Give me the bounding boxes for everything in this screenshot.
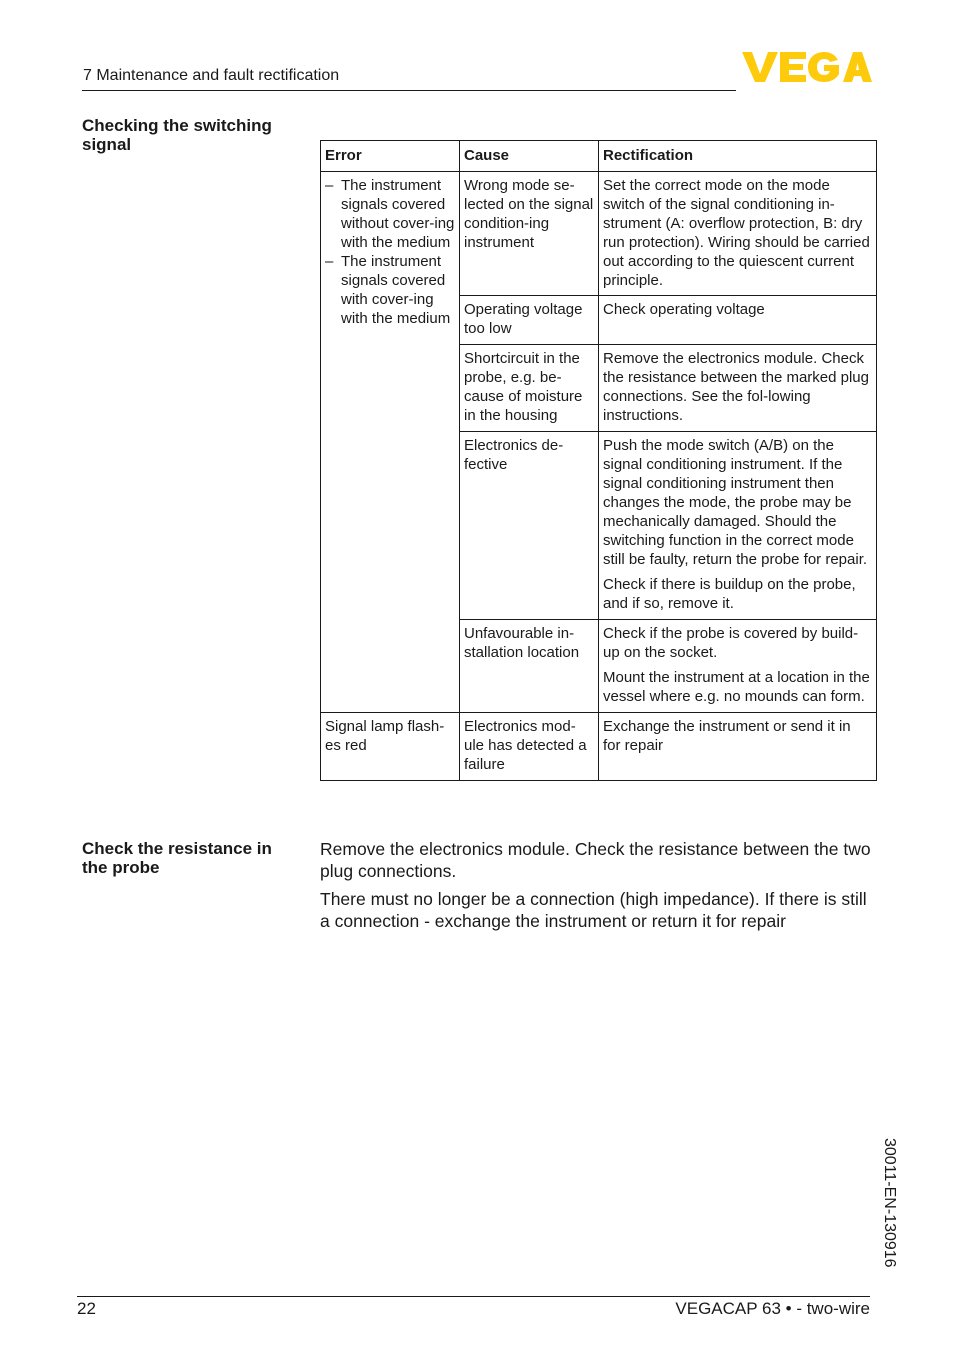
rectification-text: Check operating voltage — [603, 301, 765, 318]
running-header: 7 Maintenance and fault rectification — [83, 67, 340, 84]
error-cell: Signal lamp flash-es red — [321, 713, 460, 781]
rectification-cell — [599, 345, 877, 432]
table-row — [321, 172, 877, 296]
footer-product-name: VEGACAP 63 • - two-wire — [675, 1299, 870, 1318]
list-item: – The instrument signals covered with cover-ing with the medium — [325, 252, 455, 328]
column-header-cause: Cause — [460, 141, 599, 172]
rectification-cell — [599, 620, 877, 713]
table-header-row — [321, 141, 877, 172]
rectification-cell — [599, 296, 877, 345]
cause-cell: Electronics de-fective — [460, 432, 599, 620]
error-list — [325, 176, 455, 328]
heading-checking-switching-signal: Checking the switching signal — [82, 116, 272, 154]
rectification-text: Check if the probe is covered by build-up on the socket. — [603, 625, 859, 661]
heading-check-resistance: Check the resistance in the probe — [82, 839, 272, 877]
cause-cell: Electronics mod-ule has detected a failure — [460, 713, 599, 781]
rectification-text: Set the correct mode on the mode switch of the signal conditioning in-strument (A: overflow protection, B: dry run protection). Wiring should be carried out according to the quiescent current principle. — [603, 177, 870, 289]
error-cell — [321, 172, 460, 713]
fault-table-container — [320, 140, 876, 781]
paragraph: Remove the electronics module. Check the resistance between the two plug connections. — [320, 839, 871, 881]
rectification-cell — [599, 172, 877, 296]
resistance-instructions — [320, 838, 876, 938]
cause-cell: Operating voltage too low — [460, 296, 599, 345]
rectification-text: Check if there is buildup on the probe, and if so, remove it. — [603, 576, 856, 612]
rectification-cell — [599, 432, 877, 620]
cause-cell: Wrong mode se-lected on the signal condition-ing instrument — [460, 172, 599, 296]
document-code-text: 30011-EN-130916 — [881, 1138, 898, 1268]
rectification-cell: Exchange the instrument or send it in for repair — [599, 713, 877, 781]
fault-table — [320, 140, 877, 781]
cause-cell: Shortcircuit in the probe, e.g. be-cause of moisture in the housing — [460, 345, 599, 432]
rectification-text: Remove the electronics module. Check the resistance between the marked plug connections. See the fol-lowing instructions. — [603, 350, 869, 424]
rectification-text: Mount the instrument at a location in the vessel where e.g. no mounds can form. — [603, 669, 870, 705]
header-rule — [82, 90, 736, 91]
document-code — [878, 1138, 898, 1298]
column-header-rectification: Rectification — [599, 141, 877, 172]
cause-cell: Unfavourable in-stallation location — [460, 620, 599, 713]
vega-logo-letters — [742, 52, 872, 82]
table-row — [321, 713, 877, 781]
page-number: 22 — [77, 1299, 96, 1318]
vega-logo-icon — [742, 50, 872, 84]
list-item: – The instrument signals covered without cover-ing with the medium — [325, 176, 455, 252]
rectification-text: Push the mode switch (A/B) on the signal conditioning instrument. If the signal conditioning instrument then changes the mode, the probe may be mechanically damaged. Should the switching function in the correct mode still be faulty, return the probe for repair. — [603, 437, 868, 568]
column-header-error: Error — [321, 141, 460, 172]
paragraph: There must no longer be a connection (high impedance). If there is still a connection - exchange the instrument or return it for repair — [320, 889, 867, 931]
footer-rule — [77, 1296, 870, 1297]
